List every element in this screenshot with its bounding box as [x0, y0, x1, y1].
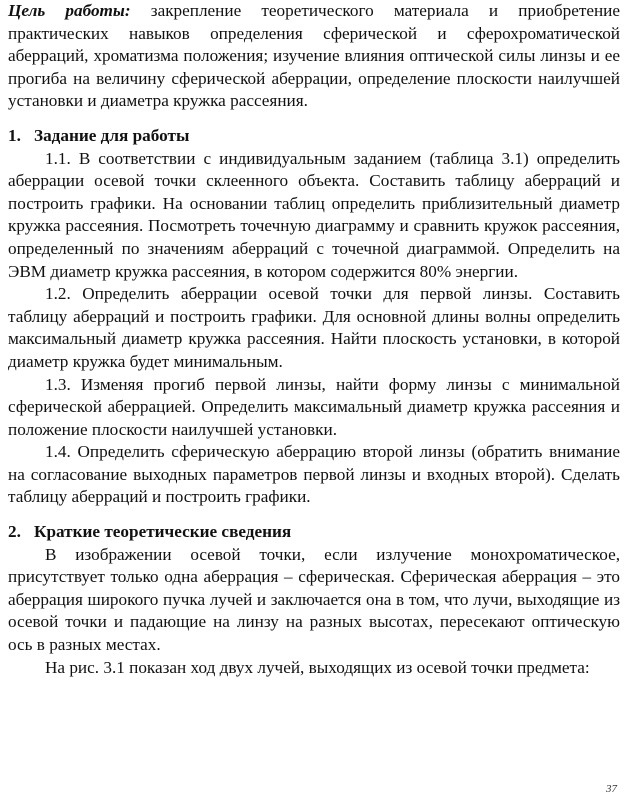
task-item-1-1: 1.1. В соответствии с индивидуальным заданием (таблица 3.1) определить аберрации осевой точки склеенного объекта. Составить таблицу аберраций и построить графики. На основании таблиц определить приблизительный диаметр кружка рассеяния. Посмотреть точечную диаграмму и сравнить кружок рассеяния, определенный по значениям аберраций с точечной диаграммой. Определить на ЭВМ диаметр кружка рассеяния, в котором содержится 80% энергии. — [8, 148, 620, 281]
goal-text: закрепление теоретического материала и приобретение практических навыков определения сферической и сферохроматической аберраций, хроматизма положения; изучение влияния оптической силы линзы и ее прогиба на величину сферической аберрации, определение плоскости наилучшей установки и диаметра кружка рассеяния. — [8, 1, 620, 111]
section-1-title: Задание для работы — [34, 125, 190, 145]
task-item-1-3: 1.3. Изменяя прогиб первой линзы, найти форму линзы с минимальной сферической аберрацией. Определить максимальный диаметр кружка рассеяния и положение плоскости наилучшей установки. — [8, 374, 620, 439]
page-number: 37 — [606, 783, 617, 795]
section-2-heading — [8, 521, 620, 544]
theory-paragraph-1: В изображении осевой точки, если излучение монохроматическое, присутствует только одна аберрация – сферическая. Сферическая аберрация – это аберрация широкого пучка лучей и заключается она в том, что лучи, выходящие из осевой точки и падающие на линзу на разных высотах, пересекают оптическую ось в разных местах. — [8, 544, 620, 655]
goal-label: Цель работы: — [8, 1, 131, 20]
section-2-title: Краткие теоретические сведения — [34, 522, 292, 542]
theory-paragraph-2: На рис. 3.1 показан ход двух лучей, выходящих из осевой точки предмета: — [45, 657, 590, 677]
task-item-1-4: 1.4. Определить сферическую аберрацию второй линзы (обратить внимание на согласование выходных параметров первой линзы и входных второй). Сделать таблицу аберраций и построить графики. — [8, 442, 620, 507]
task-item-1-2: 1.2. Определить аберрации осевой точки для первой линзы. Составить таблицу аберраций и построить графики. Для основной длины волны определить максимальный диаметр кружка рассеяния. Найти плоскость установки, в которой диаметр кружка будет минимальным. — [8, 284, 620, 371]
section-1-heading — [8, 125, 620, 148]
document-page — [8, 0, 620, 679]
section-1-number: 1. — [8, 125, 21, 145]
goal-paragraph — [8, 0, 620, 113]
section-2-number: 2. — [8, 522, 21, 542]
